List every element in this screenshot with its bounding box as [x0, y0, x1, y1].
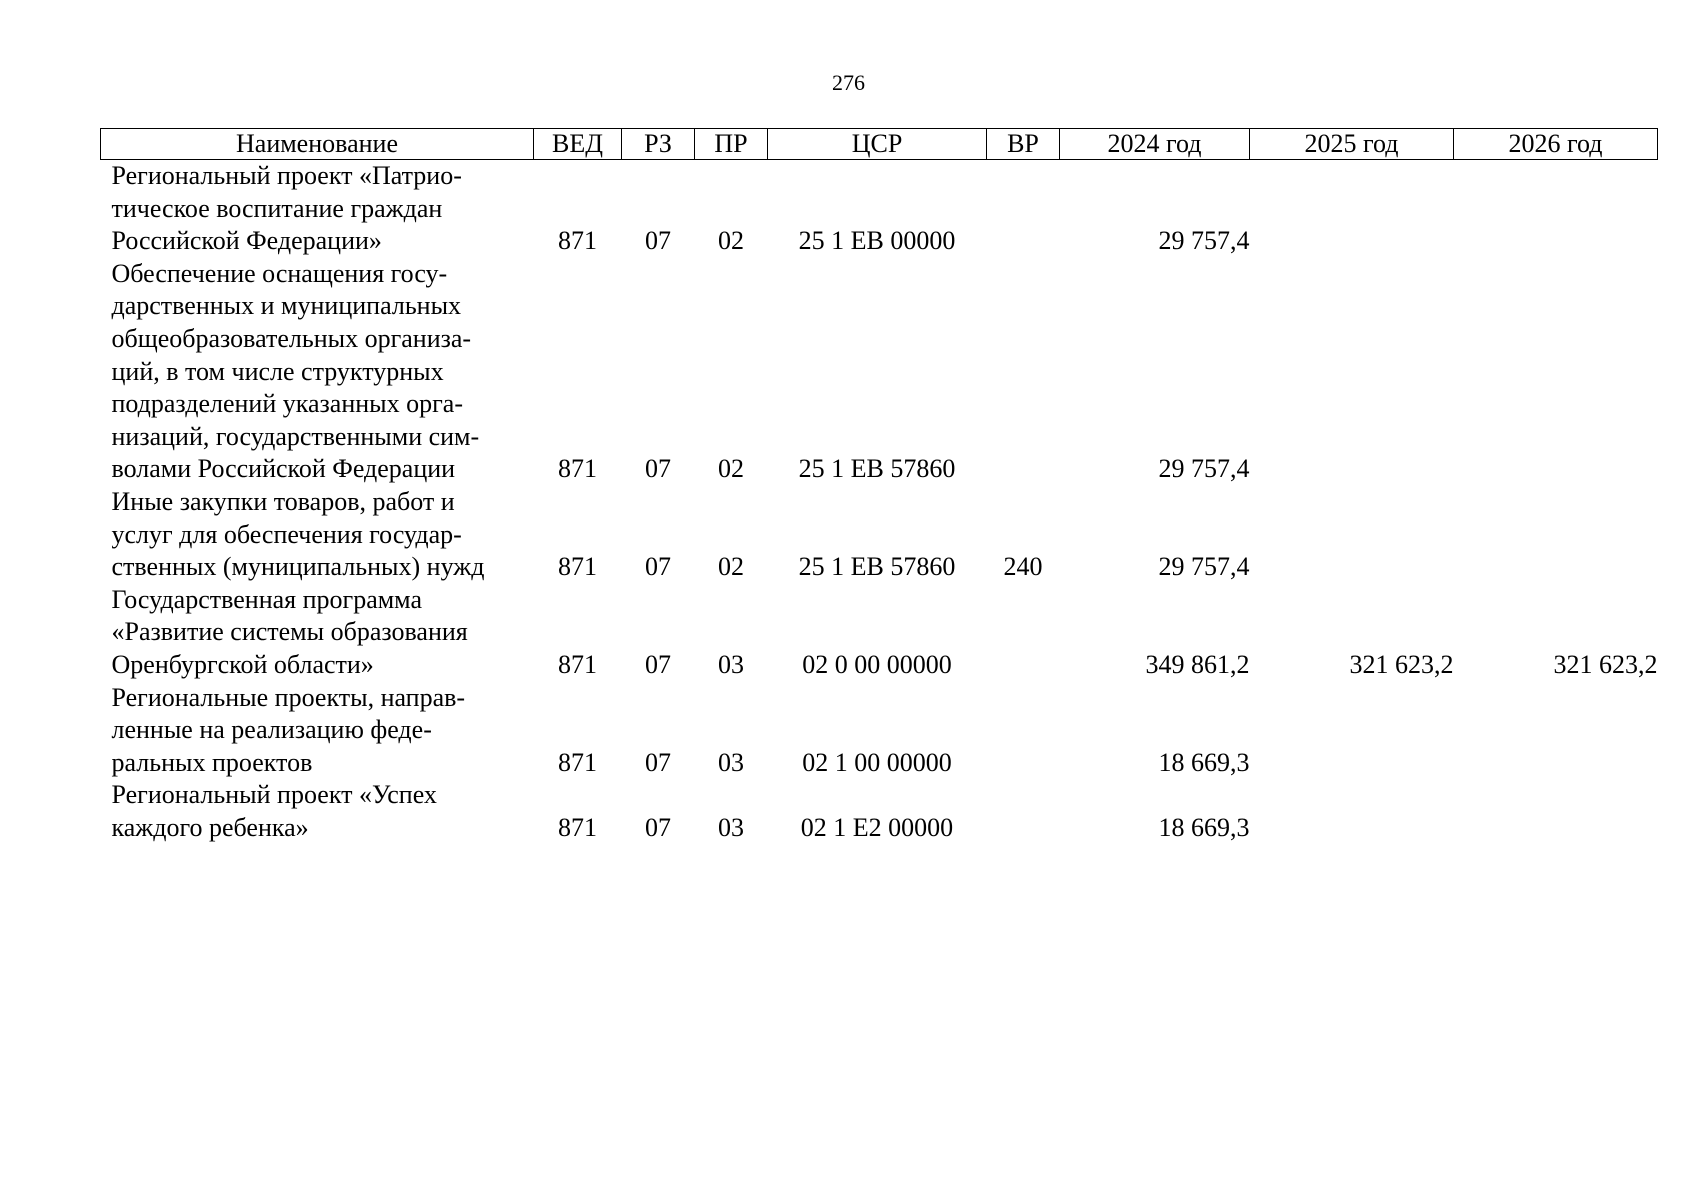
amount-2024-cell: 18 669,3	[1158, 812, 1250, 842]
amount-2026-cell	[1454, 682, 1658, 780]
header-vr: ВР	[987, 129, 1060, 160]
name-line: ций, в том числе структурных	[111, 356, 444, 386]
csr-cell: 02 1 00 00000	[802, 747, 952, 777]
table-row	[101, 486, 1658, 584]
vr-cell	[987, 779, 1060, 844]
header-ved: ВЕД	[534, 129, 622, 160]
name-line: дарственных и муниципальных	[111, 291, 462, 321]
vr-cell	[987, 584, 1060, 682]
name-line: низаций, государственными сим-	[111, 421, 480, 451]
amount-2025-cell	[1250, 779, 1454, 844]
name-line: тическое воспитание граждан	[111, 193, 443, 223]
header-2026: 2026 год	[1454, 129, 1658, 160]
name-cell	[101, 779, 534, 844]
name-line: общеобразовательных организа-	[111, 323, 472, 353]
name-cell	[101, 682, 534, 780]
header-name: Наименование	[101, 129, 534, 160]
amount-2024-cell: 18 669,3	[1158, 747, 1250, 777]
ved-cell: 871	[558, 812, 597, 842]
header-csr: ЦСР	[768, 129, 987, 160]
pr-cell: 02	[718, 226, 744, 256]
name-line: Обеспечение оснащения госу-	[111, 258, 448, 288]
table-header	[101, 129, 1658, 160]
name-line: Региональный проект «Успех	[111, 780, 437, 810]
name-line: ленные на реализацию феде-	[111, 715, 432, 745]
amount-2025-cell: 321 623,2	[1349, 649, 1454, 679]
rz-cell: 07	[645, 454, 671, 484]
ved-cell: 871	[558, 226, 597, 256]
csr-cell: 02 1 E2 00000	[800, 812, 954, 842]
ved-cell: 871	[558, 747, 597, 777]
csr-cell: 25 1 EВ 57860	[798, 454, 956, 484]
amount-2024-cell: 349 861,2	[1145, 649, 1250, 679]
page-number: 276	[832, 70, 865, 95]
table-body	[101, 160, 1658, 845]
rz-cell: 07	[645, 552, 671, 582]
amount-2024-cell: 29 757,4	[1158, 552, 1250, 582]
table-row	[101, 258, 1658, 486]
name-line: «Развитие системы образования	[111, 617, 468, 647]
name-line: Региональные проекты, направ-	[111, 682, 466, 712]
name-line: Российской Федерации»	[111, 226, 382, 256]
amount-2025-cell	[1250, 258, 1454, 486]
name-line: волами Российской Федерации	[111, 454, 456, 484]
pr-cell: 02	[718, 552, 744, 582]
pr-cell: 02	[718, 454, 744, 484]
csr-cell: 02 0 00 00000	[802, 649, 952, 679]
vr-cell	[987, 160, 1060, 258]
amount-2025-cell	[1250, 486, 1454, 584]
vr-cell	[987, 682, 1060, 780]
vr-cell	[987, 258, 1060, 486]
budget-table	[100, 128, 1658, 844]
vr-cell: 240	[1003, 552, 1043, 582]
csr-cell: 25 1 EВ 57860	[798, 552, 956, 582]
rz-cell: 07	[645, 649, 671, 679]
name-line: Региональный проект «Патрио-	[111, 161, 462, 190]
amount-2026-cell	[1454, 486, 1658, 584]
header-rz: РЗ	[622, 129, 695, 160]
pr-cell: 03	[718, 812, 744, 842]
amount-2025-cell	[1250, 160, 1454, 258]
table-row	[101, 779, 1658, 844]
name-cell	[101, 160, 534, 258]
pr-cell: 03	[718, 747, 744, 777]
name-line: Иные закупки товаров, работ и	[111, 486, 455, 516]
pr-cell: 03	[718, 649, 744, 679]
name-line: подразделений указанных орга-	[111, 389, 464, 419]
name-line: ральных проектов	[111, 747, 313, 777]
table-row	[101, 584, 1658, 682]
name-line: ственных (муниципальных) нужд	[111, 552, 485, 582]
ved-cell: 871	[558, 454, 597, 484]
amount-2026-cell	[1454, 160, 1658, 258]
table-row	[101, 160, 1658, 258]
ved-cell: 871	[558, 552, 597, 582]
amount-2024-cell: 29 757,4	[1158, 454, 1250, 484]
name-cell	[101, 258, 534, 486]
rz-cell: 07	[645, 812, 671, 842]
name-cell	[101, 486, 534, 584]
header-pr: ПР	[695, 129, 768, 160]
amount-2024-cell: 29 757,4	[1158, 226, 1250, 256]
name-line: каждого ребенка»	[111, 812, 309, 842]
header-row	[101, 129, 1658, 160]
amount-2026-cell: 321 623,2	[1553, 649, 1658, 679]
header-2024: 2024 год	[1060, 129, 1250, 160]
amount-2025-cell	[1250, 682, 1454, 780]
amount-2026-cell	[1454, 258, 1658, 486]
header-2025: 2025 год	[1250, 129, 1454, 160]
name-line: услуг для обеспечения государ-	[111, 519, 462, 549]
name-line: Оренбургской области»	[111, 649, 374, 679]
rz-cell: 07	[645, 747, 671, 777]
name-cell	[101, 584, 534, 682]
csr-cell: 25 1 EВ 00000	[798, 226, 956, 256]
rz-cell: 07	[645, 226, 671, 256]
amount-2026-cell	[1454, 779, 1658, 844]
name-line: Государственная программа	[111, 584, 423, 614]
ved-cell: 871	[558, 649, 597, 679]
table-row	[101, 682, 1658, 780]
